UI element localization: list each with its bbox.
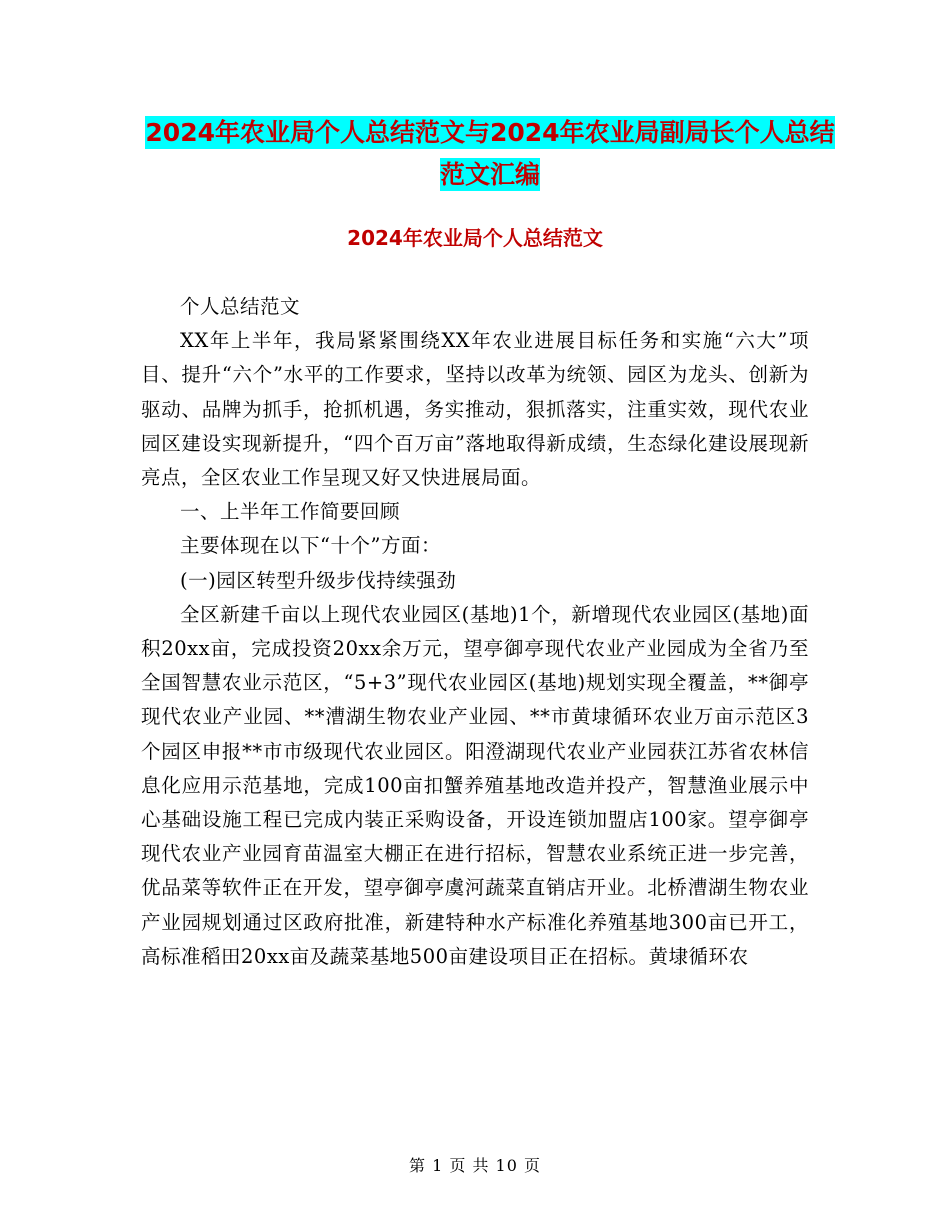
paragraph-summary: 主要体现在以下“十个”方面： [180, 534, 441, 558]
page-footer: 第 1 页 共 10 页 [409, 1156, 541, 1175]
section-title: 2024年农业局个人总结范文 [347, 226, 603, 250]
paragraph-section-heading: 一、上半年工作简要回顾 [180, 500, 401, 524]
document-body [141, 290, 809, 974]
paragraph-subheading: (一)园区转型升级步伐持续强劲 [180, 568, 457, 592]
paragraph-heading: 个人总结范文 [180, 295, 301, 318]
document-title-text: 2024年农业局个人总结范文与2024年农业局副局长个人总结范文汇编 [145, 118, 835, 189]
paragraph-body: 全区新建千亩以上现代农业园区(基地)1个，新增现代农业园区(基地)面积20xx亩，完成投资20xx余万元，望亭御亭现代农业产业园成为全省乃至全国智慧农业示范区，“5+3”现代农业园区(基地)规划实现全覆盖，**御亭现代农业产业园、**漕湖生物农业产业园、**市黄埭循环农业万亩示范区3个园区申报**市市级现代农业园区。阳澄湖现代农业产业园获江苏省农林信息化应用示范基地，完成100亩扣蟹养殖基地改造并投产，智慧渔业展示中心基础设施工程已完成内装正采购设备，开设连锁加盟店100家。望亭御亭现代农业产业园育苗温室大棚正在进行招标，智慧农业系统正进一步完善，优品菜等软件正在开发，望亭御亭虞河蔬菜直销店开业。北桥漕湖生物农业产业园规划通过区政府批准，新建特种水产标准化养殖基地300亩已开工，高标准稻田20xx亩及蔬菜基地500亩建设项目正在招标。黄埭循环农 [141, 602, 809, 968]
document-title [140, 112, 840, 196]
paragraph-intro: XX年上半年，我局紧紧围绕XX年农业进展目标任务和实施“六大”项目、提升“六个”水平的工作要求，坚持以改革为统领、园区为龙头、创新为驱动、品牌为抓手，抢抓机遇，务实推动，狠抓落实，注重实效，现代农业园区建设实现新提升，“四个百万亩”落地取得新成绩，生态绿化建设展现新亮点，全区农业工作呈现又好又快进展局面。 [141, 329, 809, 490]
